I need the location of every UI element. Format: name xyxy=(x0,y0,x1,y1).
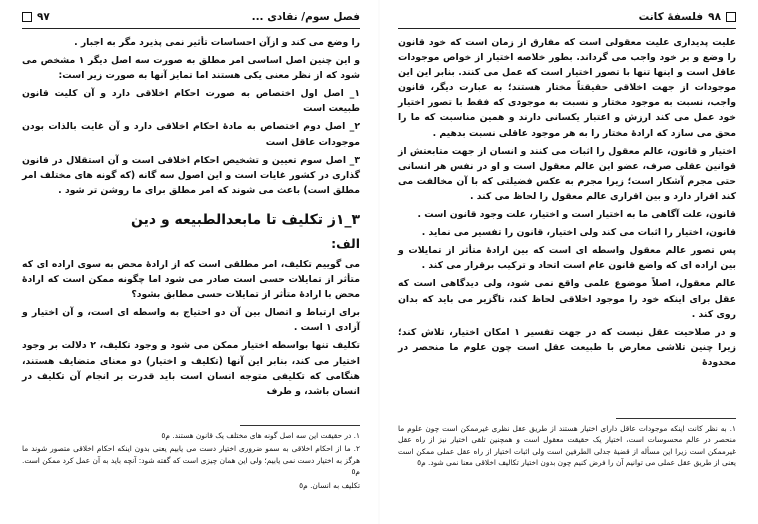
paragraph: اختیار و قانون، عالم معقول را اثبات می کنند و انسان از جهت متابعتش از قوانین عقلی صرف، عضو این عالم معقول است و او در نفس هر انسانی حتی مجرم آشکار است؛ زیرا مجرم به عکس فضیلتی که با آن مخالفت می کند اقرار دارد و بین اقراری عالم معقول را لحاظ می کند . xyxy=(398,145,736,202)
paragraph: ۳_ اصل سوم تعیین و تشخیص احکام اخلاقی است و آن استقلال در قانون گذاری در کشور غایات است و این اصول سه گانه (که گونه های مختلف امر مطلق است) باعث می شوند که امر مطلق برای ما روشن تر شود . xyxy=(22,154,360,196)
paragraph: علیت پدیداری علیت معقولی است که مفارق از زمان است که خود قانون را وضع و بر خود واجب می گرداند. بطور خلاصه اختیار از خواص موجودات عاقل است و اینها تنها با تصور اختیار است که عمل می کنند. بنابر این این موجودات از جهت اخلاقی حقیقتاً مختار هستند؛ به عبارت دیگر، قانون واجب، نسبت به موجود مختار و نسبت به موجودی که فقط با تصور اختیار خود عمل می کند ارزش و اعتبار یکسانی دارند و همین مناسبت که ما را محق می سازد که ارادهٔ مختار را به هر موجود عاقلی نسبت بدهیم . xyxy=(398,37,736,139)
footnote-divider xyxy=(240,425,360,426)
right-page xyxy=(380,0,758,524)
paragraph: ۱_ اصل اول اختصاص به صورت احکام اخلاقی دارد و آن کلیت قانون طبیعت است xyxy=(22,88,360,115)
paragraph: قانون، اختیار را اثبات می کند ولی اختیار، قانون را تفسیر می نماید . xyxy=(421,227,736,239)
right-page-number-group xyxy=(639,11,736,23)
paragraph: و این چنین اصل اساسی امر مطلق به صورت سه اصل دیگر ۱ مشخص می شود که از نظر معنی یکی هستند اما تمایز آنها به صورت زیر است: xyxy=(22,55,360,82)
footnote: ۱. به نظر کانت اینکه موجودات عاقل دارای اختیار هستند از طریق عقل نظری غیرممکن است چون علوم ما منحصر در عالم محسوسات است، اختیار یک حقیقت معقول است و همچنین تلقی اختیار نیز از راه عقل غیرممکن است زیرا این مسأله از قضیهٔ جدلی الطرفین است ولی اثبات اختیار از راه عقل عملی ممکن است یعنی از طریق عقل عملی می توانیم آن را فرض کنیم چون بدون اختیار تکالیف اخلاقی معنا نمی شود. م٥ xyxy=(398,423,736,468)
paragraph: و در صلاحیت عقل نیست که در جهت تفسیر ۱ امکان اختیار، تلاش کند؛ زیرا چنین تلاشی معارض با طبیعت عقل است چون علوم ما منحصر در محدودهٔ xyxy=(398,326,736,368)
subsection-heading: الف: xyxy=(331,235,360,251)
left-page-number-group xyxy=(22,11,50,23)
paragraph: قانون، علت آگاهی ما به اختیار است و اختیار، علت وجود قانون است . xyxy=(417,209,736,221)
paragraph: ۲_ اصل دوم اختصاص به مادهٔ احکام اخلاقی دارد و آن غایت بالذات بودن موجودات عاقل است xyxy=(22,121,360,148)
footnote: ۱. در حقیقت این سه اصل گونه های مختلف یک قانون هستند. م٥ xyxy=(161,430,360,440)
footnote-divider xyxy=(616,418,736,419)
footnote: تکلیف به انسان. م٥ xyxy=(299,480,360,490)
right-page-header xyxy=(398,8,736,29)
paragraph: برای ارتباط و اتصال بین آن دو احتیاج به واسطه ای است، و آن اختیار و آزادی ۱ است . xyxy=(22,307,360,334)
left-page-title: فصل سوم/ نقادی ... xyxy=(251,11,360,23)
left-page xyxy=(0,0,378,524)
paragraph: می گوییم تکلیف، امر مطلقی است که از ارادهٔ محض به سوی اراده ای که متأثر از تمایلات حسی است صادر می شود اما چگونه ممکن است که ارادهٔ محض با ارادهٔ متأثر از تمایلات حسی مطابق بشود؟ xyxy=(22,258,360,301)
right-page-number: ۹۸ xyxy=(708,11,721,23)
paragraph: را وضع می کند و ازآن احساسات تأثیر نمی پذیرد مگر به اجبار . xyxy=(74,37,360,48)
paragraph: عالم معقول، اصلاً موضوع علمی واقع نمی شود، ولی دیدگاهی است که عقل برای اینکه خود را موجود اخلاقی لحاظ کند، ناگزیر می باید که بدان روی کند . xyxy=(398,278,736,320)
square-ornament-icon xyxy=(22,12,32,22)
left-page-number: ۹۷ xyxy=(37,11,50,23)
footnote: ۲. ما از احکام اخلاقی به سمو ضروری اختیار دست می یابیم یعنی بدون اینکه احکام اخلاقی متصور شوند ما هرگز به اختیار دست نمی یابیم؛ ولی این همان چیزی است که گفته شود: آنچه باید به آن عمل کرد ممکن است. م٥ xyxy=(22,444,360,477)
right-page-title: فلسفهٔ کانت xyxy=(638,11,704,23)
left-page-header xyxy=(22,8,360,29)
paragraph: تکلیف تنها بواسطه اختیار ممکن می شود و وجود تکلیف، ۲ دلالت بر وجود اختیار می کند، بنابر این آنها (تکلیف و اختیار) دو معنای متضایف هستند، هنگامی که تکلیفی متوجه انسان است باید قدرت بر انجام آن تکلیف در انسان باشد، و طرف xyxy=(22,340,360,397)
paragraph: پس تصور عالم معقول واسطه ای است که بین ارادهٔ متأثر از تمایلات و بین اراده ای که واضع قانون عام است اتحاد و ترکیب برقرار می کند . xyxy=(398,245,736,272)
section-heading: ۳_۱ز تکلیف تا مابعدالطبیعه و دین xyxy=(131,211,360,228)
square-ornament-icon xyxy=(726,12,736,22)
